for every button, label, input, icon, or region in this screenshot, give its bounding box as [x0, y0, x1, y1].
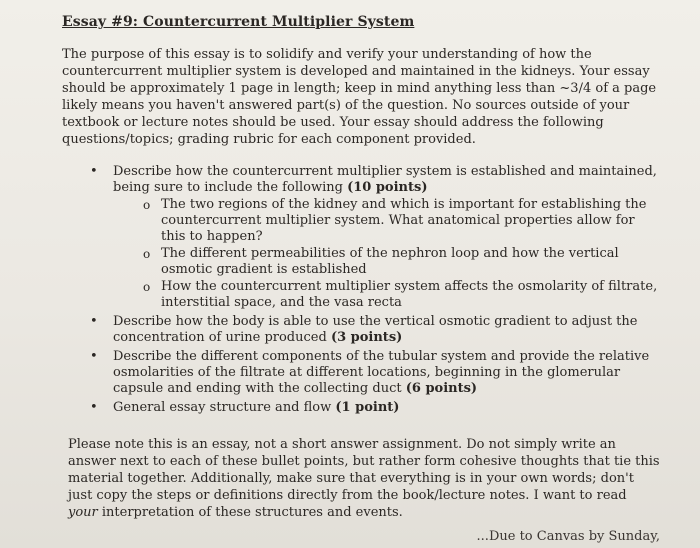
topic-points: (3 points) [330, 330, 403, 345]
intro-paragraph: The purpose of this essay is to solidify and verify your understanding of how the countercurrent multiplier system is developed and maintained in the kidneys. Your essay should be approximately 1 page in length; keep in mind anything less than ~3/4 of a page likely means you haven't answered part(s) of the question. No sources outside of your textbook or lecture notes should be used. Your essay should address the following questions/topics; grading rubric for each component provided. [62, 47, 657, 147]
bullet-icon: • [90, 400, 98, 415]
topic-points: (10 points) [347, 180, 428, 195]
subtopic-text: How the countercurrent multiplier system affects the osmolarity of filtrate, interstitial space, and the vasa recta [161, 279, 658, 310]
subtopic-item-3 [113, 279, 660, 311]
topic-text: General essay structure and flow [113, 400, 332, 415]
subtopic-item-1 [113, 197, 660, 245]
topic-points: (6 points) [405, 381, 478, 396]
topic-item-1 [62, 164, 660, 311]
note-text-end: interpretation of these structures and events. [97, 505, 403, 520]
circle-bullet-icon: o [143, 198, 151, 212]
topic-item-3 [62, 349, 660, 397]
note-emphasis: your [68, 505, 98, 520]
subtopic-text: The two regions of the kidney and which is important for establishing the countercurrent multiplier system. What anatomical properties allow for this to happen? [161, 197, 647, 244]
subtopic-text: The different permeabilities of the nephron loop and how the vertical osmotic gradient is established [161, 246, 619, 277]
topic-text: Describe how the body is able to use the vertical osmotic gradient to adjust the concentration of urine produced [113, 314, 638, 345]
note-text: Please note this is an essay, not a short answer assignment. Do not simply write an answer next to each of these bullet points, but rather form cohesive thoughts that tie this material together. Additionally, make sure that everything is in your own words; don't just copy the steps or definitions directly from the book/lecture notes. I want to read [68, 437, 660, 503]
circle-bullet-icon: o [143, 280, 151, 294]
subtopic-list [113, 197, 660, 311]
topic-points: (1 point) [335, 400, 400, 415]
bullet-icon: • [90, 349, 98, 364]
topic-item-4 [62, 400, 660, 416]
topic-list [62, 164, 660, 416]
note-paragraph [68, 436, 660, 521]
due-date-fragment: ...Due to Canvas by Sunday, [476, 529, 660, 544]
topic-text: Describe the different components of the tubular system and provide the relative osmolarities of the filtrate at different locations, beginning in the glomerular capsule and ending with the collecting duct [113, 349, 650, 396]
subtopic-item-2 [113, 246, 660, 278]
circle-bullet-icon: o [143, 247, 151, 261]
topic-text: Describe how the countercurrent multiplier system is established and maintained, being sure to include the following [113, 164, 657, 195]
essay-title: Essay #9: Countercurrent Multiplier System [62, 14, 415, 30]
topic-item-2 [62, 314, 660, 346]
bullet-icon: • [90, 314, 98, 329]
bullet-icon: • [90, 164, 98, 179]
